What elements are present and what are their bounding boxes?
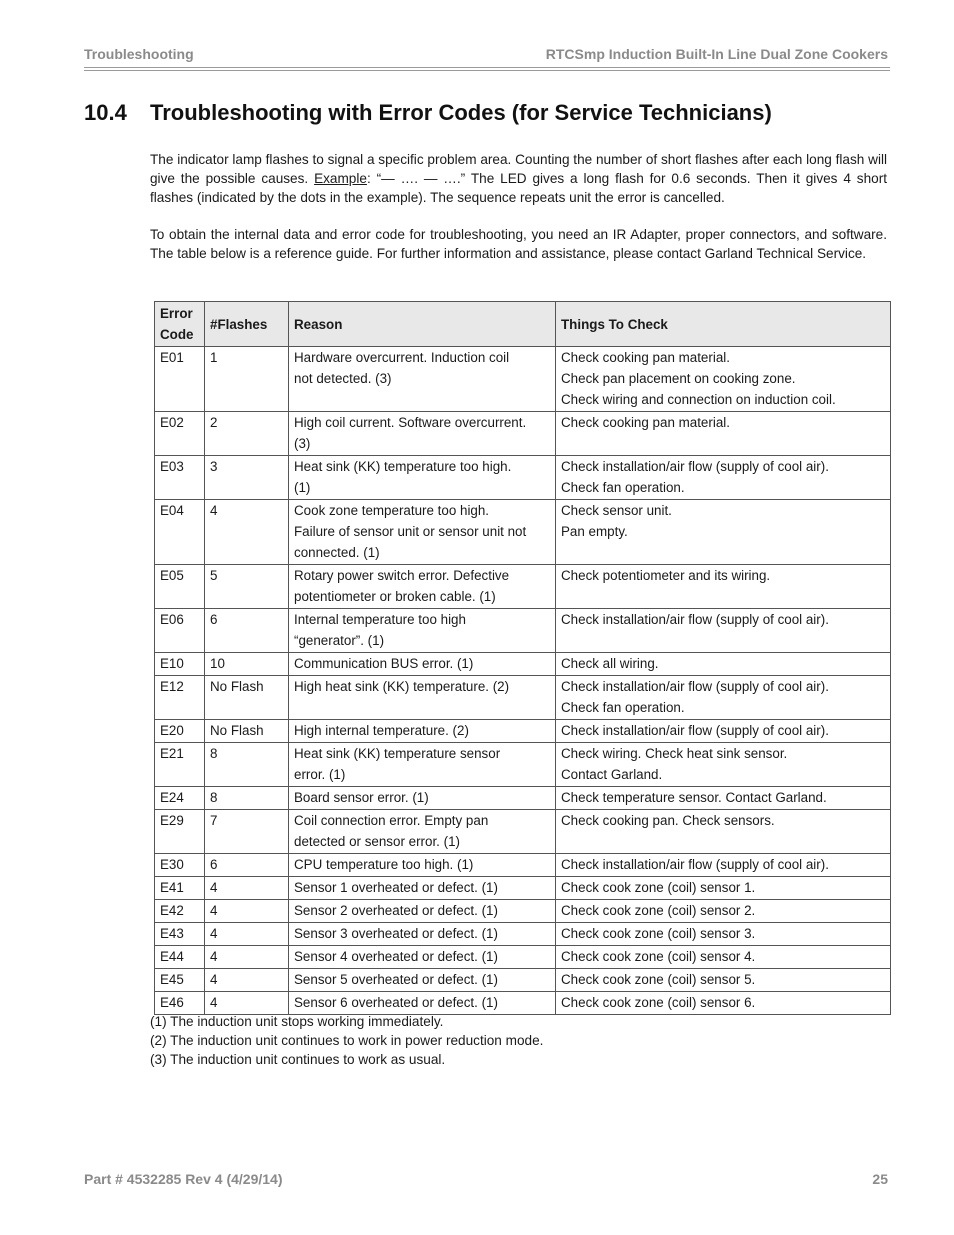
check-line: Check cook zone (coil) sensor 2. (561, 903, 756, 918)
table-row (155, 456, 891, 500)
table-row (155, 810, 891, 854)
check-line: Check installation/air flow (supply of cool air). (561, 459, 829, 474)
flashes-cell: 4 (205, 500, 289, 565)
error-code-cell: E10 (155, 653, 205, 676)
table-row (155, 787, 891, 810)
flashes-cell: No Flash (205, 676, 289, 720)
reason-line: detected or sensor error. (1) (294, 834, 460, 849)
table-row (155, 854, 891, 877)
table-body (155, 347, 891, 1015)
check-line: Check cook zone (coil) sensor 4. (561, 949, 756, 964)
flashes-cell: 6 (205, 609, 289, 653)
error-code-cell: E30 (155, 854, 205, 877)
check-line: Check fan operation. (561, 700, 685, 715)
reason-cell (289, 877, 556, 900)
reason-line: CPU temperature too high. (1) (294, 857, 474, 872)
error-code-table (154, 301, 891, 1015)
things-to-check-cell (556, 969, 891, 992)
reason-cell (289, 787, 556, 810)
things-to-check-cell (556, 810, 891, 854)
table-row (155, 609, 891, 653)
table-row (155, 923, 891, 946)
error-code-cell: E06 (155, 609, 205, 653)
header-rule-top (84, 67, 890, 68)
reason-line: High internal temperature. (2) (294, 723, 469, 738)
flashes-cell: No Flash (205, 720, 289, 743)
reason-line: Heat sink (KK) temperature too high. (294, 459, 512, 474)
reason-line: Internal temperature too high (294, 612, 466, 627)
reason-line: (1) (294, 480, 311, 495)
header-reason: Reason (289, 302, 556, 347)
flashes-cell: 5 (205, 565, 289, 609)
check-line: Check installation/air flow (supply of cool air). (561, 857, 829, 872)
section-heading (84, 100, 904, 126)
error-code-cell: E01 (155, 347, 205, 412)
error-code-cell: E12 (155, 676, 205, 720)
reason-line: High coil current. Software overcurrent. (294, 415, 527, 430)
things-to-check-cell (556, 653, 891, 676)
things-to-check-cell (556, 720, 891, 743)
reason-cell (289, 565, 556, 609)
check-line: Check fan operation. (561, 480, 685, 495)
page-header (84, 46, 888, 64)
section-title: Troubleshooting with Error Codes (for Service Technicians) (150, 100, 772, 125)
reason-line: Heat sink (KK) temperature sensor (294, 746, 501, 761)
table-row (155, 720, 891, 743)
section-number: 10.4 (84, 100, 127, 125)
flashes-cell: 7 (205, 810, 289, 854)
things-to-check-cell (556, 854, 891, 877)
error-code-cell: E24 (155, 787, 205, 810)
check-line: Check cook zone (coil) sensor 1. (561, 880, 756, 895)
reason-line: Failure of sensor unit or sensor unit not (294, 524, 527, 539)
footnote-2: (2) The induction unit continues to work in power reduction mode. (150, 1033, 544, 1048)
reason-line: not detected. (3) (294, 371, 392, 386)
flashes-cell: 6 (205, 854, 289, 877)
table-row (155, 347, 891, 412)
table-row (155, 676, 891, 720)
table-row (155, 500, 891, 565)
check-line: Check cooking pan. Check sensors. (561, 813, 775, 828)
flashes-cell: 4 (205, 969, 289, 992)
header-product-name: RTCSmp Induction Built-In Line Dual Zone Cookers (545, 46, 888, 62)
things-to-check-cell (556, 946, 891, 969)
check-line: Check installation/air flow (supply of cool air). (561, 612, 829, 627)
error-code-cell: E02 (155, 412, 205, 456)
things-to-check-cell (556, 347, 891, 412)
error-code-cell: E42 (155, 900, 205, 923)
reason-line: High heat sink (KK) temperature. (2) (294, 679, 510, 694)
reason-line: Sensor 6 overheated or defect. (1) (294, 995, 498, 1010)
error-code-cell: E44 (155, 946, 205, 969)
check-line: Check wiring and connection on induction coil. (561, 392, 836, 407)
flashes-cell: 4 (205, 877, 289, 900)
flashes-cell: 8 (205, 787, 289, 810)
reason-line: Cook zone temperature too high. (294, 503, 490, 518)
error-code-cell: E04 (155, 500, 205, 565)
reason-cell (289, 653, 556, 676)
page-footer (84, 1171, 888, 1189)
things-to-check-cell (556, 500, 891, 565)
reason-cell (289, 923, 556, 946)
check-line: Check temperature sensor. Contact Garland. (561, 790, 827, 805)
check-line: Check pan placement on cooking zone. (561, 371, 796, 386)
check-line: Check wiring. Check heat sink sensor. (561, 746, 788, 761)
reason-cell (289, 946, 556, 969)
reason-line: Sensor 2 overheated or defect. (1) (294, 903, 498, 918)
footnotes (150, 1012, 543, 1069)
table-row (155, 412, 891, 456)
things-to-check-cell (556, 743, 891, 787)
things-to-check-cell (556, 412, 891, 456)
footnote-3: (3) The induction unit continues to work as usual. (150, 1052, 446, 1067)
error-code-cell: E46 (155, 992, 205, 1015)
flashes-cell: 8 (205, 743, 289, 787)
reason-line: Rotary power switch error. Defective (294, 568, 510, 583)
error-code-cell: E20 (155, 720, 205, 743)
error-code-cell: E21 (155, 743, 205, 787)
reason-line: connected. (1) (294, 545, 380, 560)
check-line: Check cooking pan material. (561, 350, 730, 365)
check-line: Pan empty. (561, 524, 628, 539)
error-code-cell: E03 (155, 456, 205, 500)
table-header-row (155, 302, 891, 347)
check-line: Contact Garland. (561, 767, 663, 782)
things-to-check-cell (556, 609, 891, 653)
intro-text-end: : “— …. — ….” The LED gives a long flash for 0.6 seconds. Then it gives 4 short flashes (indicated by the dots in the example). The sequence repeats unit the error is cancelled. (150, 171, 887, 205)
reason-line: Hardware overcurrent. Induction coil (294, 350, 510, 365)
table-row (155, 969, 891, 992)
reason-line: potentiometer or broken cable. (1) (294, 589, 496, 604)
flashes-cell: 4 (205, 992, 289, 1015)
reason-cell (289, 810, 556, 854)
example-label: Example (314, 171, 367, 186)
table-row (155, 653, 891, 676)
header-section-name: Troubleshooting (84, 46, 194, 62)
check-line: Check cook zone (coil) sensor 3. (561, 926, 756, 941)
things-to-check-cell (556, 877, 891, 900)
intro-paragraph (150, 150, 887, 207)
error-code-cell: E05 (155, 565, 205, 609)
reason-cell (289, 720, 556, 743)
reason-line: “generator”. (1) (294, 633, 385, 648)
flashes-cell: 4 (205, 900, 289, 923)
reason-line: Sensor 4 overheated or defect. (1) (294, 949, 498, 964)
page-number: 25 (872, 1171, 888, 1187)
reason-line: Sensor 5 overheated or defect. (1) (294, 972, 498, 987)
flashes-cell: 3 (205, 456, 289, 500)
things-to-check-cell (556, 900, 891, 923)
things-to-check-cell (556, 676, 891, 720)
reason-cell (289, 609, 556, 653)
header-error-code: Error Code (155, 302, 205, 347)
check-line: Check installation/air flow (supply of cool air). (561, 723, 829, 738)
things-to-check-cell (556, 565, 891, 609)
reason-line: Sensor 3 overheated or defect. (1) (294, 926, 498, 941)
reason-cell (289, 676, 556, 720)
check-line: Check sensor unit. (561, 503, 672, 518)
flashes-cell: 2 (205, 412, 289, 456)
reason-line: Coil connection error. Empty pan (294, 813, 489, 828)
things-to-check-cell (556, 923, 891, 946)
flashes-cell: 4 (205, 946, 289, 969)
flashes-cell: 4 (205, 923, 289, 946)
header-rule-bottom (84, 70, 890, 71)
footnote-1: (1) The induction unit stops working immediately. (150, 1014, 444, 1029)
header-things-to-check: Things To Check (556, 302, 891, 347)
reason-line: (3) (294, 436, 311, 451)
error-code-cell: E43 (155, 923, 205, 946)
table-row (155, 743, 891, 787)
table-row (155, 946, 891, 969)
table-row (155, 565, 891, 609)
check-line: Check cook zone (coil) sensor 5. (561, 972, 756, 987)
reason-cell (289, 900, 556, 923)
things-to-check-cell (556, 992, 891, 1015)
reason-cell (289, 854, 556, 877)
ir-adapter-paragraph: To obtain the internal data and error code for troubleshooting, you need an IR Adapter, proper connectors, and software. The table below is a reference guide. For further information and assistance, please contact Garland Technical Service. (150, 227, 887, 261)
reason-cell (289, 412, 556, 456)
reason-line: Communication BUS error. (1) (294, 656, 474, 671)
error-code-cell: E41 (155, 877, 205, 900)
reason-cell (289, 500, 556, 565)
things-to-check-cell (556, 787, 891, 810)
reason-line: Board sensor error. (1) (294, 790, 429, 805)
reason-cell (289, 743, 556, 787)
reason-cell (289, 969, 556, 992)
flashes-cell: 1 (205, 347, 289, 412)
table-row (155, 877, 891, 900)
header-flashes: #Flashes (205, 302, 289, 347)
intro-text-start: The indicator lamp flashes to signal a specific problem area. Counting the number of short flashes after each long flash will give the possible causes. (150, 152, 887, 186)
error-code-cell: E45 (155, 969, 205, 992)
things-to-check-cell (556, 456, 891, 500)
check-line: Check potentiometer and its wiring. (561, 568, 771, 583)
reason-cell (289, 347, 556, 412)
check-line: Check installation/air flow (supply of cool air). (561, 679, 829, 694)
reason-cell (289, 456, 556, 500)
error-code-cell: E29 (155, 810, 205, 854)
check-line: Check all wiring. (561, 656, 659, 671)
reason-line: error. (1) (294, 767, 346, 782)
check-line: Check cook zone (coil) sensor 6. (561, 995, 756, 1010)
check-line: Check cooking pan material. (561, 415, 730, 430)
table-row (155, 900, 891, 923)
part-number: Part # 4532285 Rev 4 (4/29/14) (84, 1171, 283, 1187)
flashes-cell: 10 (205, 653, 289, 676)
reason-line: Sensor 1 overheated or defect. (1) (294, 880, 498, 895)
